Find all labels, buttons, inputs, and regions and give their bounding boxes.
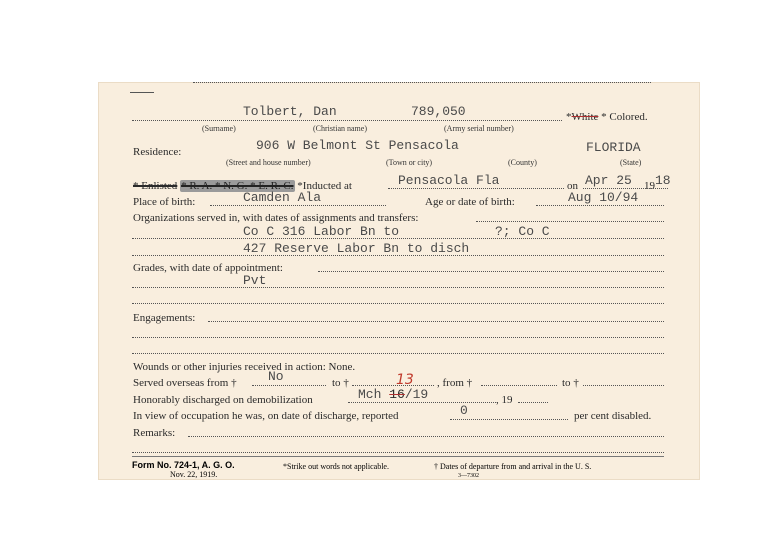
label-state: (State) — [620, 158, 642, 167]
enlisted-label: * Enlisted * R. A. * N. G. * E. R. C. *Inducted at — [133, 180, 352, 192]
label-county: (County) — [508, 158, 537, 167]
birth-place-line — [210, 205, 386, 206]
organization-line-2: 427 Reserve Labor Bn to disch — [243, 241, 470, 256]
wounds-text: Wounds or other injuries received in action: None. — [133, 361, 356, 373]
remarks-line-1 — [132, 452, 664, 453]
birth-date-value: Aug 10/94 — [568, 190, 639, 205]
on-label: on — [567, 180, 578, 192]
year-prefix: 19 — [644, 180, 655, 192]
race-white: White — [571, 111, 599, 123]
grades-line-2 — [132, 303, 664, 304]
engagements-label: Engagements: — [133, 312, 196, 324]
race-colored: * Colored. — [601, 111, 648, 123]
discharge-label: Honorably discharged on demobilization — [133, 394, 313, 406]
form-number: Form No. 724-1, A. G. O. — [132, 460, 235, 470]
organizations-label: Organizations served in, with dates of assignments and transfers: — [133, 212, 419, 224]
form-date: Nov. 22, 1919. — [170, 470, 218, 479]
occupation-label: In view of occupation he was, on date of discharge, reported — [133, 410, 399, 422]
serial-value: 789,050 — [411, 104, 466, 119]
inducted-year: 18 — [655, 173, 671, 188]
note-dates: † Dates of departure from and arrival in the U. S. — [434, 462, 592, 471]
race-field: *White * Colored. — [566, 111, 648, 123]
residence-label: Residence: — [133, 146, 182, 158]
overseas-to2-label: to † — [562, 377, 579, 389]
inducted-line — [388, 188, 564, 189]
residence-line — [193, 82, 651, 83]
organizations-line-2 — [132, 255, 664, 256]
form-code: 3—7302 — [458, 473, 479, 479]
remarks-label: Remarks: — [133, 427, 176, 439]
engagements-line-2 — [132, 353, 664, 354]
inducted-date: Apr 25 — [585, 173, 632, 188]
residence-street-city: 906 W Belmont St Pensacola — [256, 138, 459, 153]
age-label: Age or date of birth: — [425, 196, 515, 208]
label-serial-number: (Army serial number) — [444, 124, 514, 133]
footer-rule — [132, 456, 664, 457]
birth-place-value: Camden Ala — [243, 190, 322, 205]
discharge-date: Mch 16/19 — [358, 387, 429, 402]
date-line — [583, 188, 668, 189]
label-surname: (Surname) — [202, 124, 236, 133]
grade-value: Pvt — [243, 273, 267, 288]
engagements-line-0 — [208, 321, 664, 322]
grades-label: Grades, with date of appointment: — [133, 262, 283, 274]
overseas-to-line — [352, 385, 434, 386]
organizations-line-0 — [476, 221, 664, 222]
overseas-from2-label: , from † — [437, 377, 473, 389]
overseas-to-value: 13 — [396, 372, 414, 388]
overseas-label: Served overseas from † — [133, 377, 237, 389]
top-rule — [130, 92, 154, 93]
label-christian-name: (Christian name) — [313, 124, 367, 133]
overseas-from2-line — [481, 385, 557, 386]
birth-place-label: Place of birth: — [133, 196, 196, 208]
inducted-place: Pensacola Fla — [398, 173, 500, 188]
overseas-to-label: to † — [332, 377, 349, 389]
overseas-from-line — [252, 385, 326, 386]
discharge-line — [348, 402, 496, 403]
organization-line-1b: ?; Co C — [495, 224, 550, 239]
grades-line-1 — [132, 287, 664, 288]
name-line — [132, 120, 562, 121]
service-record-card — [98, 82, 700, 480]
enlistment-codes: * R. A. * N. G. * E. R. C. — [181, 180, 294, 192]
birth-date-line — [536, 205, 664, 206]
name-value: Tolbert, Dan — [243, 104, 337, 119]
discharge-day-struck: 16 — [389, 387, 405, 402]
note-strike-out: *Strike out words not applicable. — [283, 462, 389, 471]
disability-suffix: per cent disabled. — [574, 410, 652, 422]
label-town: (Town or city) — [386, 158, 433, 167]
disability-line — [450, 419, 568, 420]
residence-state: FLORIDA — [586, 140, 641, 155]
organizations-line-1 — [132, 238, 664, 239]
overseas-from-value: No — [268, 369, 284, 384]
grades-line-0 — [318, 271, 664, 272]
discharge-year-label: , 19 — [496, 394, 513, 406]
organization-line-1: Co C 316 Labor Bn to — [243, 224, 400, 239]
disability-value: 0 — [460, 403, 468, 418]
discharge-year-line — [518, 402, 548, 403]
inducted-label: *Inducted at — [297, 180, 352, 192]
engagements-line-1 — [132, 337, 664, 338]
label-street: (Street and house number) — [226, 158, 311, 167]
overseas-to2-line — [583, 385, 664, 386]
remarks-line-0 — [188, 436, 664, 437]
